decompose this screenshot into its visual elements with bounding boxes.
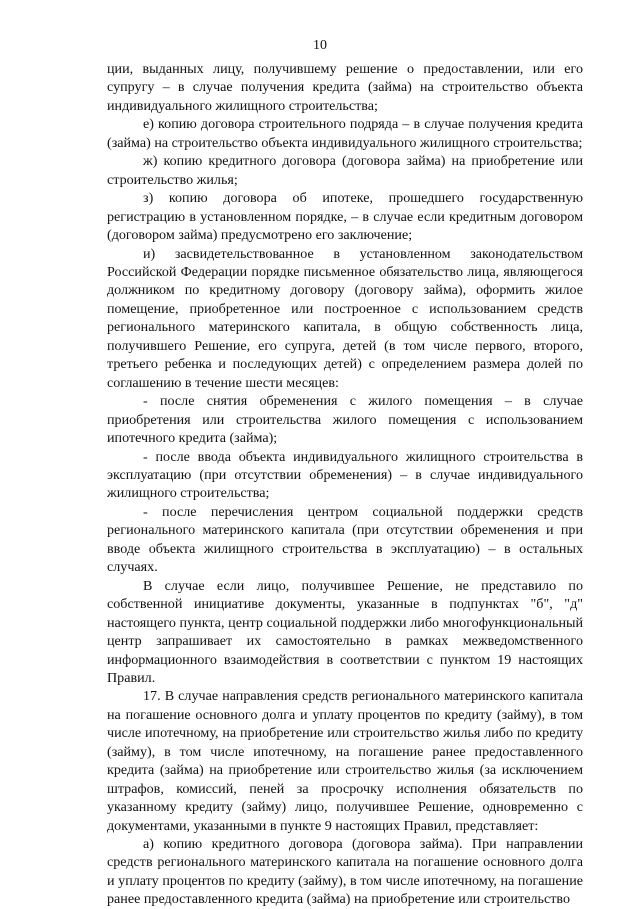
paragraph-item-zh: ж) копию кредитного договора (договора займа) на приобретение или строительство жилья;: [107, 153, 583, 188]
paragraph-clause-17: 17. В случае направления средств регионального материнского капитала на погашение основного долга и уплату процентов по кредиту (займу), в том числе ипотечному, на приобретение или строительство жилья либо по кредиту (займу), в том числе ипотечному, на погашение ранее предоставленного кредита (займа) на приобретение или строительство жилья (за исключением штрафов, комиссий, пеней за просрочку исполнения обязательств по указанному кредиту (займу) лицо, получившее Решение, одновременно с документами, указанными в пункте 9 настоящих Правил, представляет:: [107, 688, 583, 834]
paragraph-item-a: а) копию кредитного договора (договора займа). При направлении средств регионального материнского капитала на погашение основного долга и уплату процентов по кредиту (займу), в том числе ипотечному, на погашение ранее предоставленного кредита (займа) на приобретение или строительство: [107, 836, 583, 908]
paragraph-continuation: ции, выданных лицу, получившему решение о предоставлении, или его супругу – в случае получения кредита (займа) на строительство объекта индивидуального жилищного строительства;: [107, 61, 583, 114]
paragraph-request-note: В случае если лицо, получившее Решение, не представило по собственной инициативе документы, указанные в подпунктах "б", "д" настоящего пункта, центр социальной поддержки либо многофункциональный центр запрашивает их самостоятельно в рамках межведомственного информационного взаимодействия в соответствии с пунктом 19 настоящих Правил.: [107, 577, 583, 686]
paragraph-item-e: е) копию договора строительного подряда – в случае получения кредита (займа) на строительство объекта индивидуального жилищного строительства;: [107, 116, 583, 151]
paragraph-dash-2: - после ввода объекта индивидуального жилищного строительства в эксплуатацию (при отсутствии обременения) – в случае индивидуального жилищного строительства;: [107, 448, 583, 502]
page-number: 10: [313, 38, 327, 53]
paragraph-item-i: и) засвидетельствованное в установленном законодательством Российской Федерации порядке письменное обязательство лица, являющегося должником по кредитному договору (договору займа), оформить жилое помещение, приобретенное или построенное с использованием средств регионального материнского капитала, в общую собственность лица, получившего Решение, его супруга, детей (в том числе первого, второго, третьего ребенка и последующих детей) с определением размера долей по соглашению в течение шести месяцев:: [107, 245, 583, 391]
document-body: [107, 60, 583, 909]
paragraph-item-z: з) копию договора об ипотеке, прошедшего государственную регистрацию в установленном порядке, – в случае если кредитным договором (договором займа) предусмотрено его заключение;: [107, 190, 583, 244]
paragraph-dash-3: - после перечисления центром социальной поддержки средств регионального материнского капитала (при отсутствии обременения и при вводе объекта жилищного строительства в эксплуатацию) – в остальных случаях.: [107, 503, 583, 576]
paragraph-dash-1: - после снятия обременения с жилого помещения – в случае приобретения или строительства жилого помещения с использованием ипотечного кредита (займа);: [107, 393, 583, 447]
